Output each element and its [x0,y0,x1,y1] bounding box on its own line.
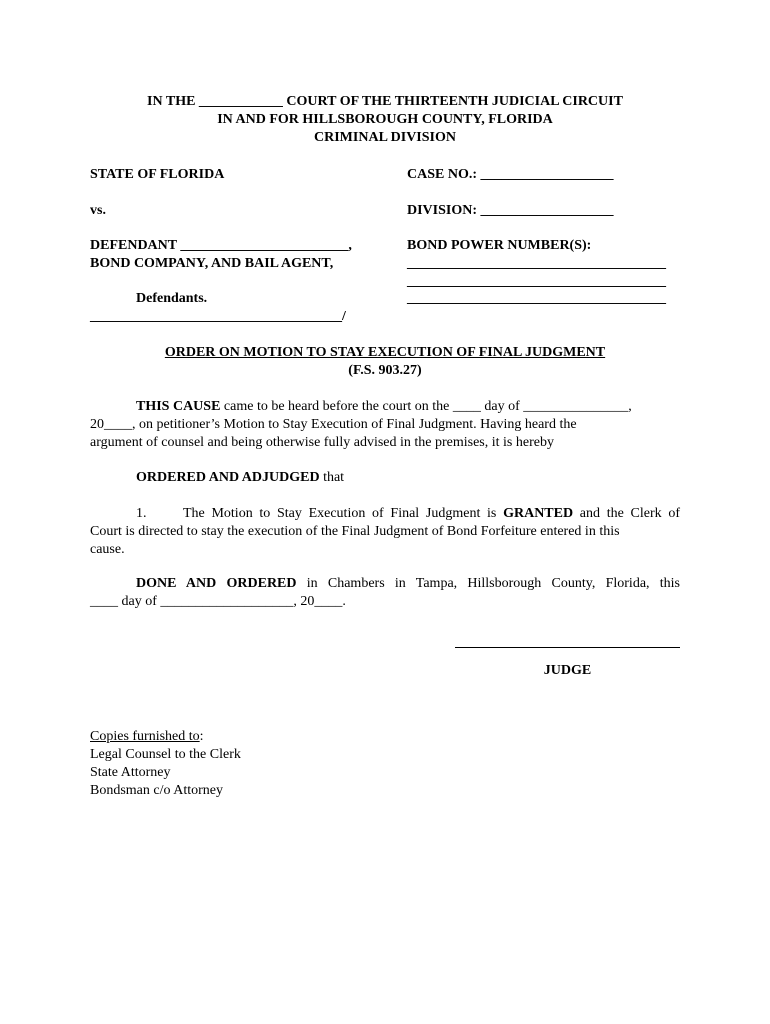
case-number-field: CASE NO.: ___________________ [407,167,614,182]
court-heading-line-2: IN AND FOR HILLSBOROUGH COUNTY, FLORIDA [217,112,553,127]
copy-recipient: Bondsman c/o Attorney [90,783,223,798]
copies-heading-colon: : [199,729,204,744]
bond-power-blank-2: _____________________________________ [407,274,666,289]
state-of-florida: STATE OF FLORIDA [90,167,225,182]
granted-word: GRANTED [503,506,574,521]
ordered-rest: that [323,470,345,485]
item-text-b: and the Clerk of [579,506,680,521]
done-and-ordered: DONE AND ORDERED [136,576,297,591]
item-line-3: cause. [90,542,125,557]
court-heading-line-1: IN THE ____________ COURT OF THE THIRTEENTH JUDICIAL CIRCUIT [147,94,623,109]
caption-closing-line: ____________________________________/ [90,309,346,324]
copy-recipient: Legal Counsel to the Clerk [90,747,241,762]
copies-heading-text: Copies furnished to [90,729,200,744]
done-line-2: ____ day of ___________________, 20____. [90,594,346,609]
cause-text-1: came to be heard before the court on the ____ day of _______________, [223,399,632,414]
signature-line [455,647,680,648]
item-text-a: The Motion to Stay Execution of Final Judgment is [183,506,497,521]
item-line-1 [183,505,680,523]
item-number: 1. [136,506,147,521]
copy-recipient: State Attorney [90,765,171,780]
defendant-line: DEFENDANT ________________________, [90,238,352,253]
court-heading-line-3: CRIMINAL DIVISION [314,130,456,145]
ordered-line [136,469,344,487]
statute-reference: (F.S. 903.27) [348,363,422,378]
judge-label: JUDGE [543,663,592,678]
copies-heading [90,728,204,746]
order-title: ORDER ON MOTION TO STAY EXECUTION OF FINAL JUDGMENT [164,345,606,360]
cause-paragraph-line-3: argument of counsel and being otherwise fully advised in the premises, it is hereby [90,435,554,450]
ordered-and-adjudged: ORDERED AND ADJUDGED [136,470,320,485]
item-line-2: Court is directed to stay the execution of the Final Judgment of Bond Forfeiture entered in this [90,524,620,539]
this-cause-lead: THIS CAUSE [136,399,221,414]
bond-company-line: BOND COMPANY, AND BAIL AGENT, [90,256,334,271]
cause-paragraph-line-2: 20____, on petitioner’s Motion to Stay Execution of Final Judgment. Having heard the [90,417,577,432]
versus: vs. [90,203,106,218]
done-rest: in Chambers in Tampa, Hillsborough County, Florida, this [306,576,681,591]
division-field: DIVISION: ___________________ [407,203,614,218]
cause-paragraph-line-1 [136,398,632,416]
bond-power-blank-1: _____________________________________ [407,256,666,271]
bond-power-blank-3: _____________________________________ [407,291,666,306]
done-line-1 [136,575,680,593]
defendants-label: Defendants. [136,291,208,306]
bond-power-label: BOND POWER NUMBER(S): [407,238,592,253]
